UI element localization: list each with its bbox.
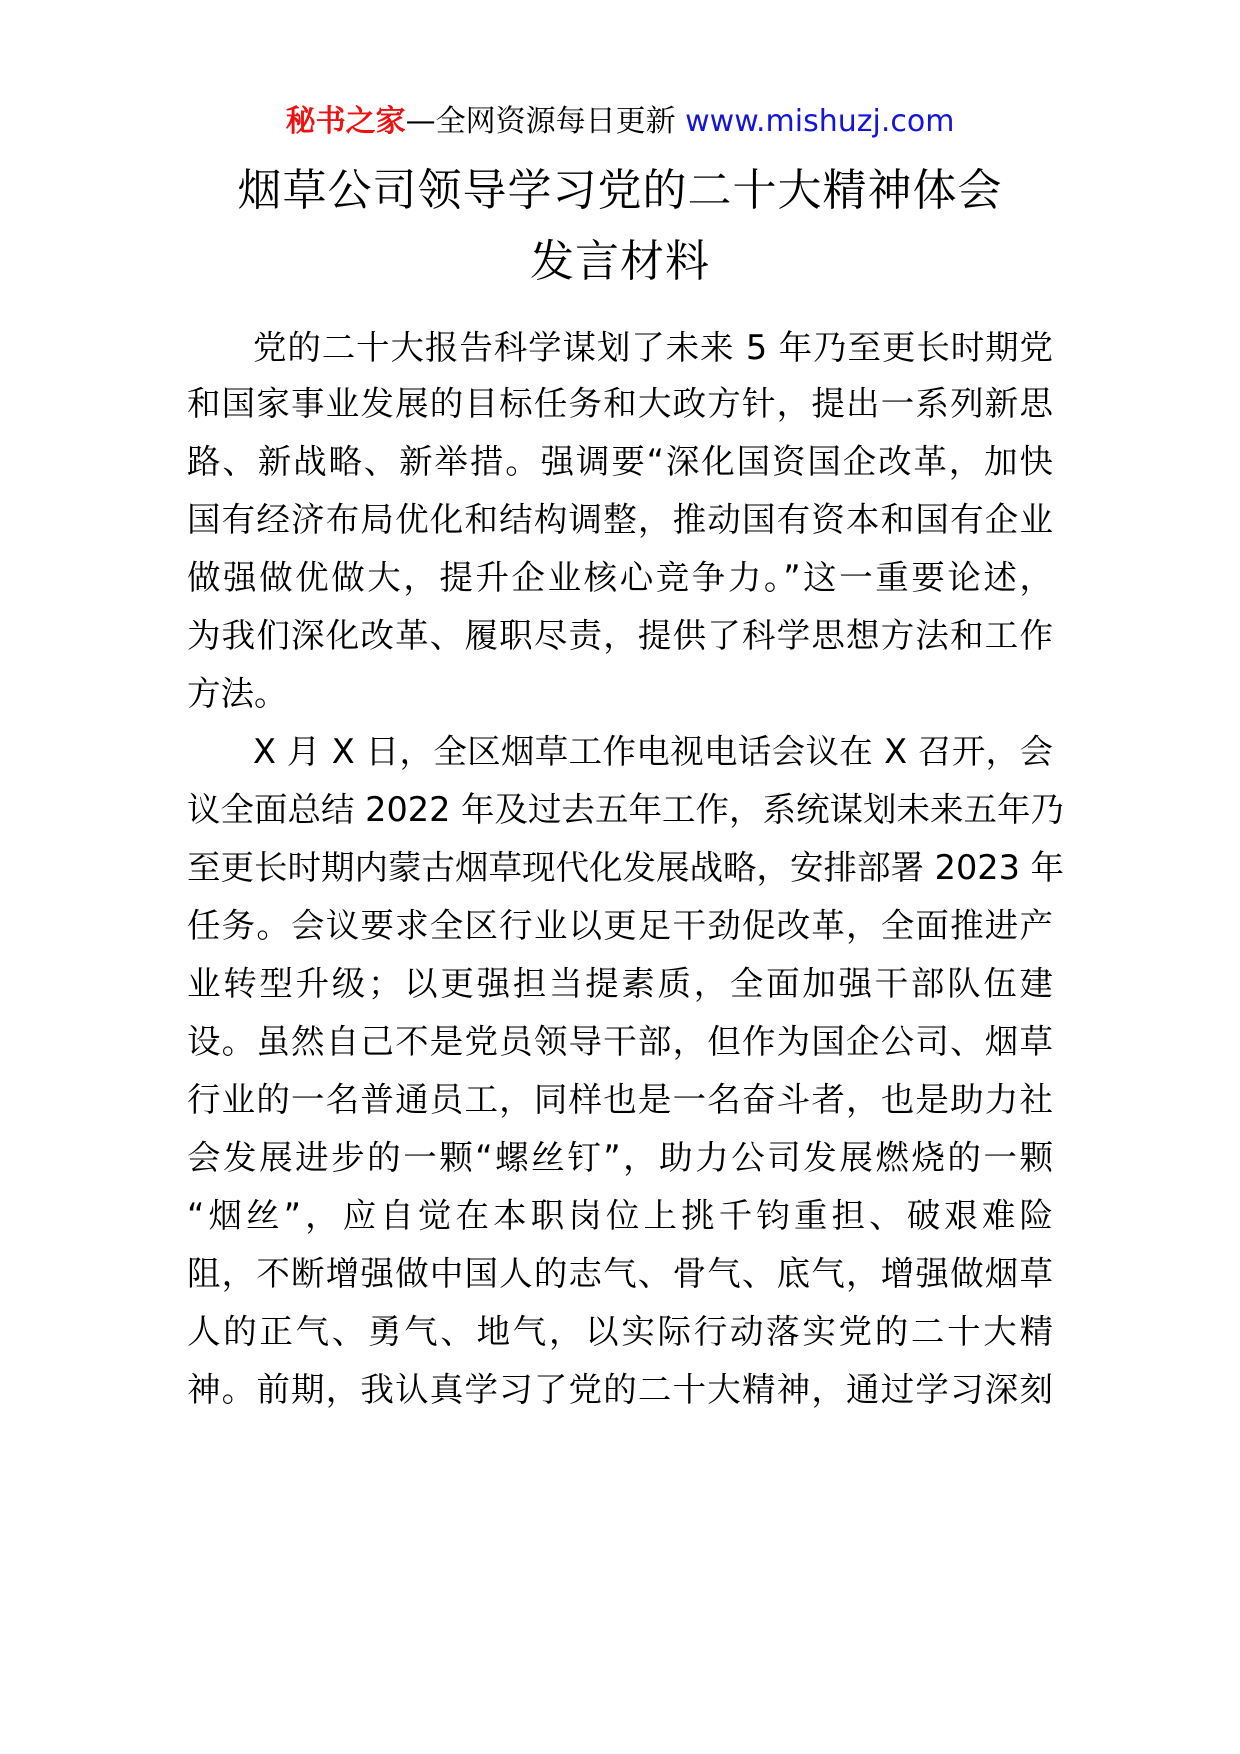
paragraph-line: 国有经济布局优化和结构调整，推动国有资本和国有企业: [187, 500, 1053, 539]
paragraph-line: 议全面总结 2022 年及过去五年工作，系统谋划未来五年乃: [187, 790, 1065, 829]
paragraph-line: 做强做优做大，提升企业核心竞争力。”这一重要论述，: [187, 558, 1053, 597]
site-brand: 秘书之家: [285, 104, 406, 139]
site-slogan: —全网资源每日更新: [405, 104, 676, 139]
paragraph-line: 会发展进步的一颗“螺丝钉”，助力公司发展燃烧的一颗: [187, 1138, 1053, 1177]
paragraph-line: 方法。: [187, 674, 288, 713]
paragraph-line: 人的正气、勇气、地气，以实际行动落实党的二十大精: [187, 1312, 1053, 1351]
site-header: [0, 100, 1240, 144]
site-url-link[interactable]: www.mishuzj.com: [685, 104, 955, 139]
paragraph-line: X 月 X 日，全区烟草工作电视电话会议在 X 召开，会: [253, 732, 1053, 771]
paragraph-line: 阻，不断增强做中国人的志气、骨气、底气，增强做烟草: [187, 1254, 1053, 1293]
paragraph-line: 至更长时期内蒙古烟草现代化发展战略，安排部署 2023 年: [187, 848, 1065, 887]
paragraph-line: 行业的一名普通员工，同样也是一名奋斗者，也是助力社: [187, 1080, 1053, 1119]
paragraph-line: 党的二十大报告科学谋划了未来 5 年乃至更长时期党: [253, 328, 1053, 367]
document-title-line-1: 烟草公司领导学习党的二十大精神体会: [237, 165, 1003, 216]
paragraph-line: 设。虽然自己不是党员领导干部，但作为国企公司、烟草: [187, 1022, 1053, 1061]
paragraph-line: 神。前期，我认真学习了党的二十大精神，通过学习深刻: [187, 1370, 1053, 1409]
paragraph-line: 为我们深化改革、履职尽责，提供了科学思想方法和工作: [187, 616, 1053, 655]
paragraph-line: “烟丝”，应自觉在本职岗位上挑千钧重担、破艰难险: [187, 1196, 1053, 1235]
paragraph-line: 任务。会议要求全区行业以更足干劲促改革，全面推进产: [187, 906, 1053, 945]
paragraph-line: 业转型升级；以更强担当提素质，全面加强干部队伍建: [187, 964, 1053, 1003]
paragraph-line: 和国家事业发展的目标任务和大政方针，提出一系列新思: [187, 384, 1053, 423]
document-title-line-2: 发言材料: [530, 236, 710, 287]
paragraph-line: 路、新战略、新举措。强调要“深化国资国企改革，加快: [187, 442, 1053, 481]
